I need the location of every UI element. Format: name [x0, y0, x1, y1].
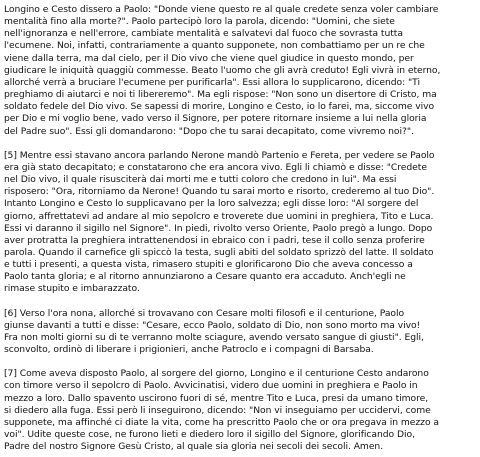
paragraph-6: [6] Verso l'ora nona, allorché si trovavano con Cesare molti filosofi e il centurione, Paolo giunse davanti a tutti e disse: "Cesare, ecco Paolo, soldato di Dio, non sono morto ma vivo! Fra non molti giorni su di te verranno molte sciagure, avendo versato sangue di giusti". Egli, sconvolto, ordinò di liberare i prigionieri, anche Patroclo e i compagni di Barsaba.	[4, 307, 424, 356]
paragraph-5: [5] Mentre essi stavano ancora parlando Nerone mandò Partenio e Fereta, per vedere se Paolo era già stato decapitato; e constatarono che era ancora vivo. Egli li chiamò e disse: "Credete nel Dio vivo, il quale risusciterà dai morti me e tutti coloro che credono in lui". Ma essi risposero: "Ora, ritorniamo da Nerone! Quando tu sarai morto e risorto, crederemo al tuo Dio". Intanto Longino e Cesto lo supplicavano per la loro salvezza; egli disse loro: "Al sorgere del giorno, affrettatevi ad andare al mio sepolcro e troverete due uomini in preghiera, Tito e Luca. Essi vi daranno il sigillo nel Signore". In piedi, rivolto verso Oriente, Paolo pregò a lungo. Dopo aver protratta la preghiera intrattenendosi in ebraico con i padri, tese il collo senza proferire parola. Quando il carnefice gli spiccò la testa, sugli abiti del soldato sprizzò del latte. Il soldato e tutti i presenti, a questa vista, rimasero stupiti e glorificarono Dio che aveva concesso a Paolo tanta gloria; e al ritorno annunziarono a Cesare quanto era accaduto. Anch'egli ne rimase stupito e imbarazzato.	[4, 149, 435, 295]
paragraph-spacer	[4, 356, 478, 368]
paragraph-7: [7] Come aveva disposto Paolo, al sorgere del giorno, Longino e il centurione Cesto andarono con timore verso il sepolcro di Paolo. Avvicinatisi, videro due uomini in preghiera e Paolo in mezzo a loro. Dallo spavento uscirono fuori di sé, mentre Tito e Luca, presi da umano timore, si diedero alla fuga. Essi però li inseguirono, dicendo: "Non vi inseguiamo per uccidervi, come supponete, ma affinché ci diate la vita, come ha prescritto Paolo che or ora pregava in mezzo a voi". Udite queste cose, ne furono lieti e diedero loro il sigillo del Signore, glorificando Dio, Padre del nostro Signore Gesù Cristo, al quale sia gloria nei secoli dei secoli. Amen.	[4, 368, 439, 453]
paragraph-intro: Longino e Cesto dissero a Paolo: "Donde viene questo re al quale credete senza voler cambiare mentalità fino alla morte?". Paolo partecipò loro la parola, dicendo: "Uomini, che siete nell'ignoranza e nell'errore, cambiate mentalità e salvatevi dal fuoco che sovrasta tutta l'ecumene. Noi, infatti, contrariamente a quanto supponete, non combattiamo per un re che viene dalla terra, ma dal cielo, per il Dio vivo che viene quel giudice in questo mondo, per giudicare le iniquità quaggiù commesse. Beato l'uomo che gli avrà creduto! Egli vivrà in eterno, allorché verrà a bruciare l'ecumene per purificarla". Essi allora lo supplicarono, dicendo: "Ti preghiamo di aiutarci e noi ti libereremo". Ma egli rispose: "Non sono un disertore di Cristo, ma soldato fedele del Dio vivo. Se sapessi di morire, Longino e Cesto, io lo farei, ma, siccome vivo per Dio e mi voglio bene, vado verso il Signore, per potere ritornare insieme a lui nella gloria del Padre suo". Essi gli domandarono: "Dopo che tu sarai decapitato, come vivremo noi?".	[4, 4, 441, 137]
paragraph-spacer	[4, 296, 478, 308]
paragraph-spacer	[4, 138, 478, 150]
